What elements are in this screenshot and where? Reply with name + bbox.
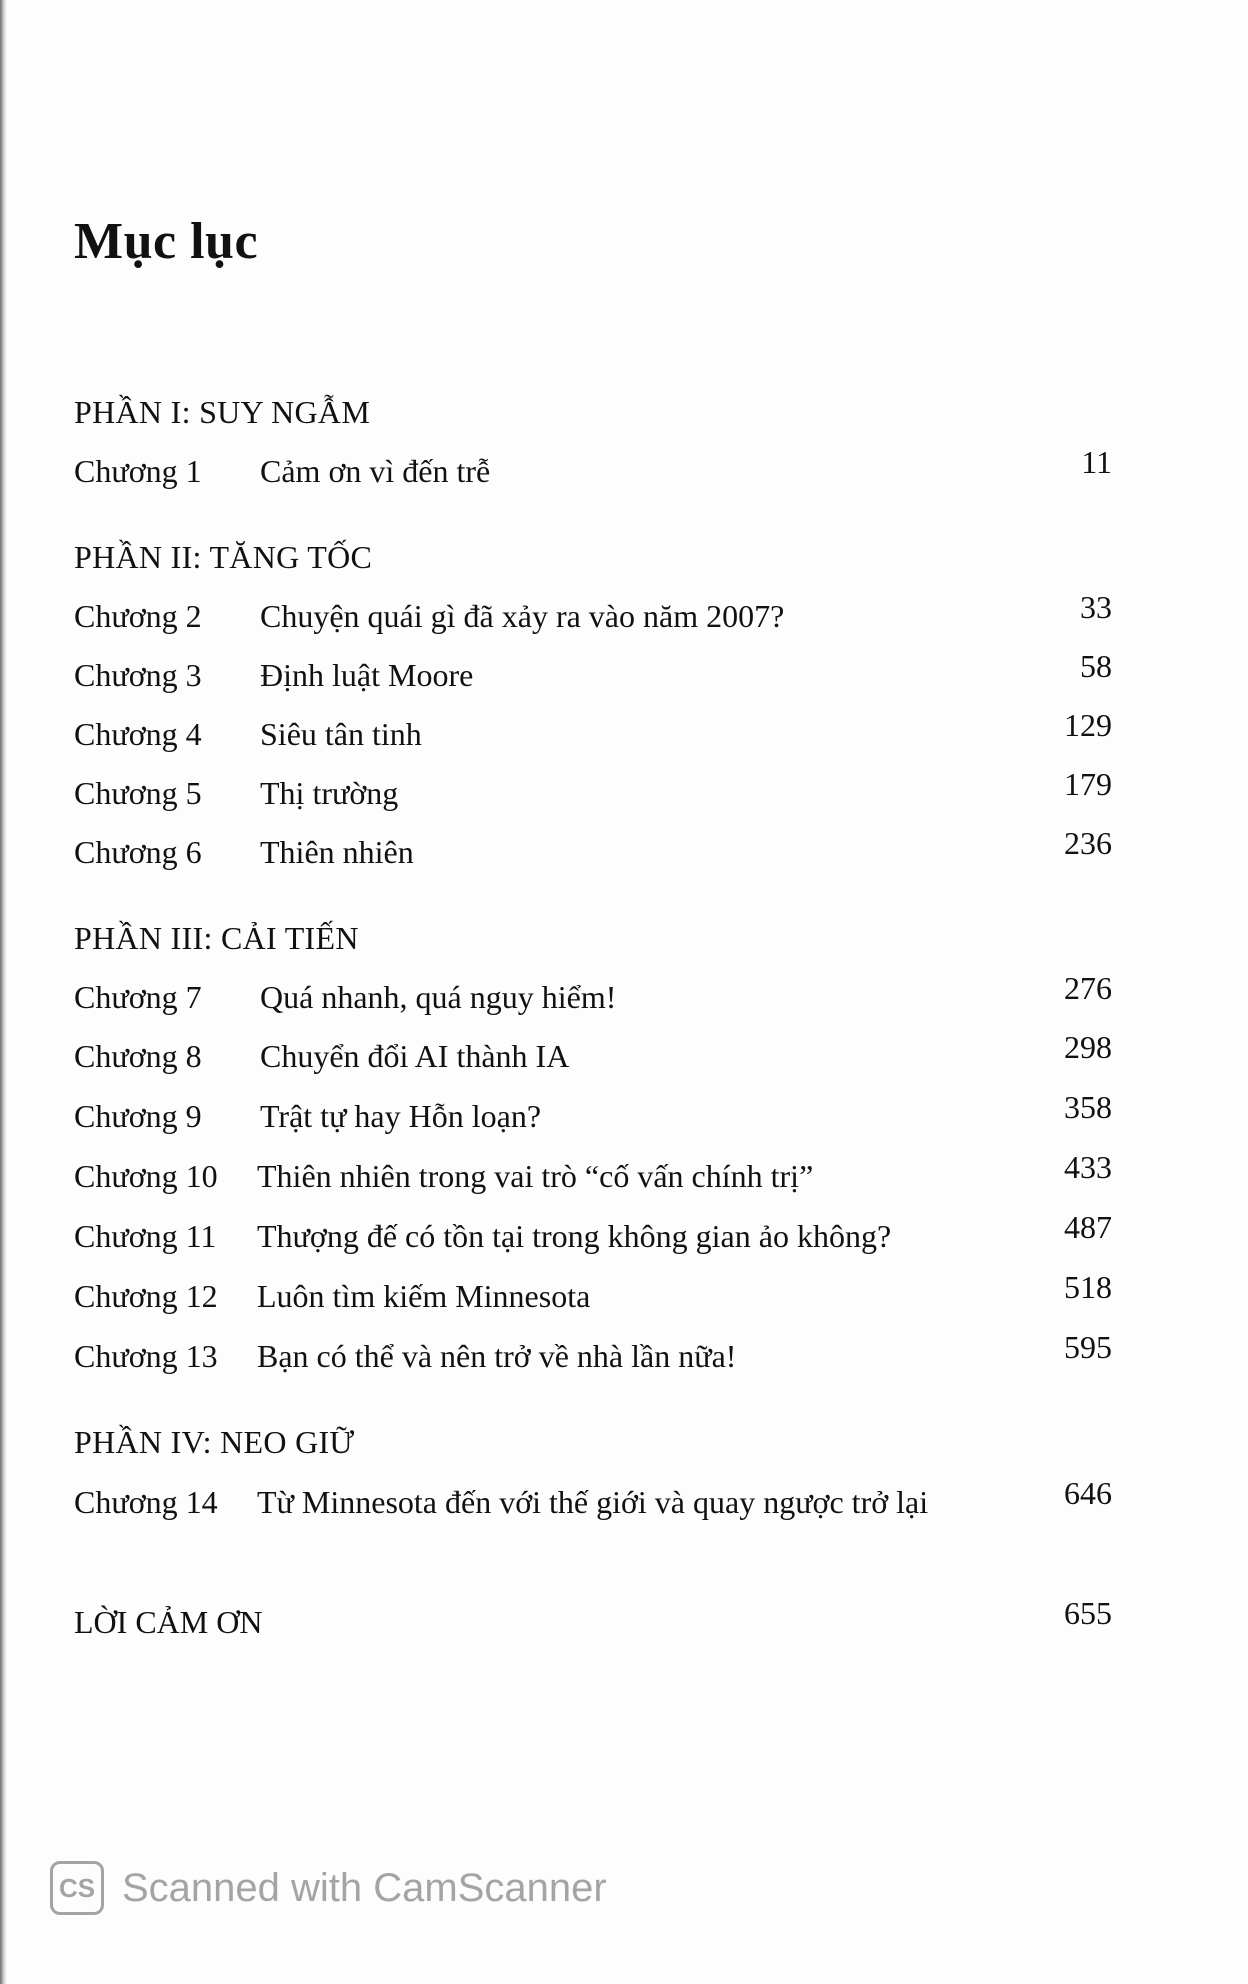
chapter-label: Chương 5 [74, 775, 202, 811]
acknowledgements-label: LỜI CẢM ƠN [74, 1604, 263, 1640]
toc-row-chapter-11 [0, 1209, 1248, 1258]
page-number: 179 [1064, 766, 1112, 802]
chapter-title: Siêu tân tinh [260, 716, 422, 752]
toc-row-chapter-13 [0, 1329, 1248, 1378]
part-label: PHẦN IV: NEO GIỮ [74, 1424, 355, 1460]
chapter-label: Chương 13 [74, 1338, 218, 1374]
toc-row-acknowledgements [0, 1595, 1248, 1644]
part-label: PHẦN II: TĂNG TỐC [74, 539, 373, 575]
toc-row-chapter-2 [0, 589, 1248, 638]
chapter-title: Quá nhanh, quá nguy hiểm! [260, 979, 617, 1015]
page-number: 298 [1064, 1029, 1112, 1065]
camscanner-watermark [50, 1858, 607, 1918]
chapter-title: Bạn có thể và nên trở về nhà lần nữa! [257, 1338, 737, 1374]
chapter-title: Luôn tìm kiếm Minnesota [257, 1278, 591, 1314]
chapter-title: Thiên nhiên trong vai trò “cố vấn chính trị” [257, 1158, 814, 1194]
part-heading-3 [0, 916, 1248, 960]
part-label: PHẦN III: CẢI TIẾN [74, 920, 359, 956]
watermark-text: Scanned with CamScanner [122, 1865, 607, 1910]
chapter-title: Chuyển đổi AI thành IA [260, 1038, 570, 1074]
chapter-label: Chương 2 [74, 598, 202, 634]
page-title: Mục lục [74, 213, 259, 270]
chapter-label: Chương 10 [74, 1158, 218, 1194]
chapter-label: Chương 4 [74, 716, 202, 752]
camscanner-logo-icon: CS [50, 1861, 104, 1915]
toc-row-chapter-3 [0, 648, 1248, 697]
chapter-label: Chương 7 [74, 979, 202, 1015]
chapter-label: Chương 12 [74, 1278, 218, 1314]
toc-row-chapter-14 [0, 1475, 1248, 1524]
page-number: 11 [1081, 444, 1112, 480]
chapter-title: Trật tự hay Hỗn loạn? [260, 1098, 542, 1134]
toc-row-chapter-8 [0, 1029, 1248, 1078]
toc-row-chapter-1 [0, 444, 1248, 493]
page-number: 595 [1064, 1329, 1112, 1365]
page-number: 129 [1064, 707, 1112, 743]
chapter-label: Chương 11 [74, 1218, 217, 1254]
chapter-label: Chương 3 [74, 657, 202, 693]
chapter-label: Chương 1 [74, 453, 202, 489]
page-number: 487 [1064, 1209, 1112, 1245]
page-number: 433 [1064, 1149, 1112, 1185]
toc-row-chapter-12 [0, 1269, 1248, 1318]
page-number: 33 [1080, 589, 1112, 625]
chapter-label: Chương 9 [74, 1098, 202, 1134]
page-number: 276 [1064, 970, 1112, 1006]
chapter-title: Thiên nhiên [260, 834, 414, 870]
chapter-title: Thượng đế có tồn tại trong không gian ảo không? [257, 1218, 892, 1254]
part-label: PHẦN I: SUY NGẪM [74, 394, 371, 430]
part-heading-4 [0, 1420, 1248, 1464]
page-number: 646 [1064, 1475, 1112, 1511]
toc-row-chapter-7 [0, 970, 1248, 1019]
chapter-title: Định luật Moore [260, 657, 474, 693]
toc-row-chapter-6 [0, 825, 1248, 874]
page-number: 58 [1080, 648, 1112, 684]
chapter-title: Thị trường [260, 775, 399, 811]
chapter-title: Từ Minnesota đến với thế giới và quay ngược trở lại [257, 1484, 929, 1520]
page-number: 236 [1064, 825, 1112, 861]
toc-row-chapter-5 [0, 766, 1248, 815]
toc-row-chapter-10 [0, 1149, 1248, 1198]
part-heading-2 [0, 535, 1248, 579]
chapter-title: Cảm ơn vì đến trễ [260, 453, 491, 489]
toc-row-chapter-9 [0, 1089, 1248, 1138]
chapter-label: Chương 6 [74, 834, 202, 870]
part-heading-1 [0, 390, 1248, 434]
chapter-label: Chương 14 [74, 1484, 218, 1520]
page-number: 518 [1064, 1269, 1112, 1305]
page-number: 655 [1064, 1595, 1112, 1631]
page-number: 358 [1064, 1089, 1112, 1125]
toc-row-chapter-4 [0, 707, 1248, 756]
chapter-title: Chuyện quái gì đã xảy ra vào năm 2007? [260, 598, 785, 634]
chapter-label: Chương 8 [74, 1038, 202, 1074]
